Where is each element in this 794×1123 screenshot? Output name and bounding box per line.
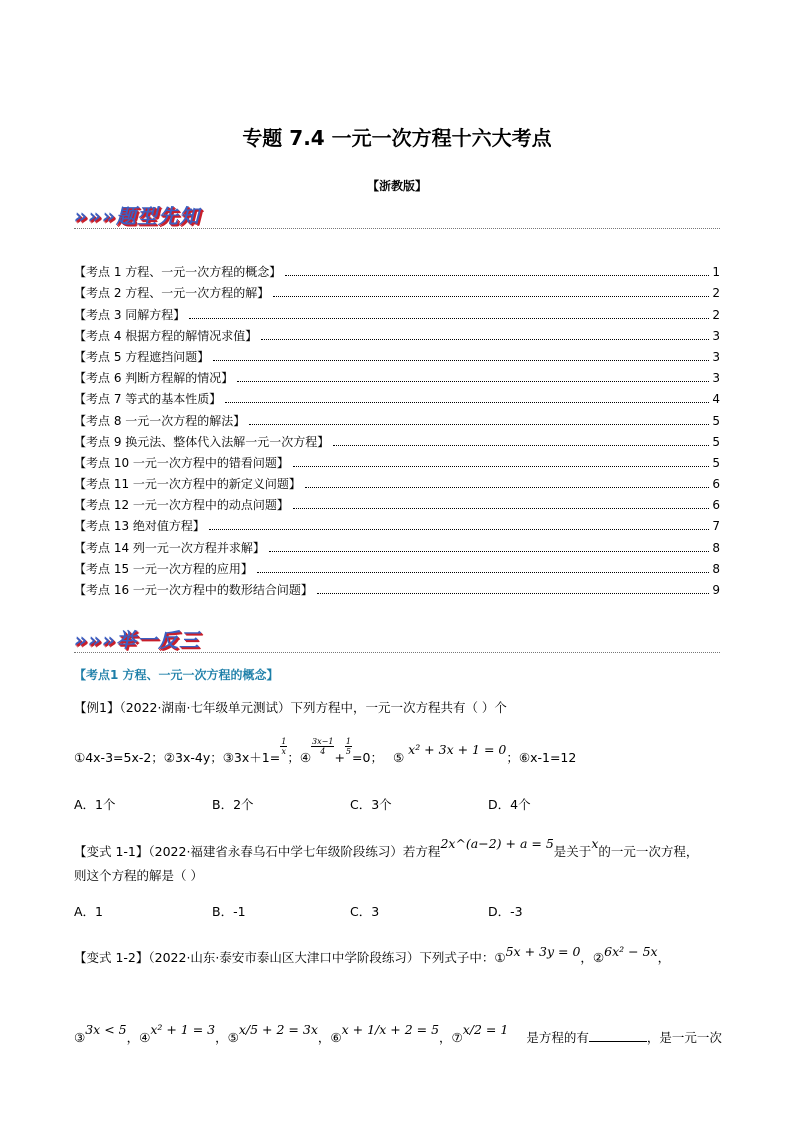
variant-prompt-continued: 则这个方程的解是（ ） [74,868,203,883]
toc-leader-dots [225,402,709,403]
toc-entry-label: 【考点 15 一元一次方程的应用】 [74,561,253,576]
toc-leader-dots [305,487,709,488]
banner-text: »»»题型先知 [74,204,200,228]
answer-blank [589,1041,647,1042]
toc-entry[interactable] [74,406,720,427]
edition-label: 【浙教版】 [366,179,427,193]
toc-entry-page: 5 [712,413,720,428]
toc-leader-dots [261,339,709,340]
toc-entry[interactable] [74,300,720,321]
section-heading: 【考点1 方程、一元一次方程的概念】 [74,668,279,682]
fraction [280,737,287,756]
toc-entry[interactable] [74,491,720,512]
toc-entry-page: 3 [712,349,720,364]
equation-math: x² + 1 = 3 [150,1022,216,1037]
fraction-denominator: 4 [320,747,326,756]
toc-leader-dots [269,551,709,552]
item-number: ，④ [126,1030,151,1045]
fraction-numerator: 3x−1 [312,737,334,746]
toc-entry-page: 5 [712,455,720,470]
toc-entry-label: 【考点 1 方程、一元一次方程的概念】 [74,265,282,280]
item-number: ⑤ [392,750,405,765]
toc-leader-dots [209,529,709,530]
answer-options [74,902,626,920]
divider [74,228,720,229]
answer-option: B．-1 [212,904,246,919]
answer-option: C．3个 [350,797,392,812]
toc-entry-page: 6 [712,477,720,492]
toc-entry[interactable] [74,364,720,385]
answer-option: C．3 [350,904,380,919]
variant-prompt [74,836,699,860]
toc-entry[interactable] [74,279,720,300]
toc-entry-label: 【考点 6 判断方程解的情况】 [74,371,234,386]
equation-math: x + 1/x + 2 = 5 [341,1022,440,1037]
toc-entry-page: 3 [712,371,720,386]
document-title: 专题 7.4 一元一次方程十六大考点 [242,126,552,150]
toc-entry[interactable] [74,322,720,343]
fraction [345,737,352,756]
toc-entry[interactable] [74,576,720,597]
toc-entry-page: 1 [712,265,720,280]
toc-entry-label: 【考点 4 根据方程的解情况求值】 [74,328,258,343]
variant-text: 是关于 [553,844,592,859]
toc-entry-page: 2 [712,307,720,322]
equation-math: 3x < 5 [85,1022,127,1037]
toc-entry[interactable] [74,512,720,533]
toc-entry-label: 【考点 7 等式的基本性质】 [74,392,222,407]
toc-leader-dots [213,360,709,361]
toc-entry-page: 4 [712,392,720,407]
equation-text: ①4x-3=5x-2；②3x-4y；③3x＋1= [74,750,281,765]
toc-entry[interactable] [74,385,720,406]
item-number: ，⑤ [215,1030,239,1045]
toc-leader-dots [333,445,709,446]
toc-entry[interactable] [74,258,720,279]
answer-option: A．1 [74,904,104,919]
answer-options [74,795,626,813]
toc-leader-dots [293,466,709,467]
item-number: ③ [74,1030,86,1045]
toc-leader-dots [237,381,709,382]
toc-leader-dots [293,508,709,509]
equation-math: x² + 3x + 1 = 0 [408,742,507,757]
variant-text: 的一元一次方程， [598,844,699,859]
equation-math: 6x² − 5x [604,944,658,959]
answer-option: A．1个 [74,797,116,812]
toc-entry-label: 【考点 10 一元一次方程中的错看问题】 [74,455,289,470]
answer-option: D．-3 [488,904,523,919]
variant-text: 是方程的有 [526,1030,589,1045]
item-number: ，⑦ [439,1030,463,1045]
equation-text: ；④ [287,750,312,765]
variant-text: ，② [580,950,605,965]
equation-text: ；⑥x-1=12 [506,750,577,765]
fraction-numerator: 1 [281,737,287,746]
fraction-denominator: 5 [345,747,352,756]
section-banner-examples [74,624,374,654]
answer-option: B．2个 [212,797,254,812]
section-banner-overview [74,200,374,230]
fraction-numerator: 1 [345,737,352,746]
equation-math: x/2 = 1 [462,1022,509,1037]
variant-expressions [74,1022,722,1046]
toc-entry[interactable] [74,343,720,364]
toc-leader-dots [249,424,709,425]
equation-math: 2x^(a−2) + a = 5 [440,836,554,851]
toc-entry-page: 9 [712,583,720,597]
toc-leader-dots [317,593,709,594]
answer-option: D．4个 [488,797,531,812]
equation-math: x/5 + 2 = 3x [238,1022,318,1037]
toc-entry-page: 8 [712,561,720,576]
toc-entry-label: 【考点 16 一元一次方程中的数形结合问题】 [74,583,313,597]
toc-entry-page: 7 [712,519,720,534]
toc-leader-dots [189,318,709,319]
banner-text: »»»举一反三 [74,628,200,652]
fraction-denominator: x [281,747,287,756]
variant-text: ，是一元一次 [646,1030,722,1045]
table-of-contents [74,258,720,597]
variant-text: 【变式 1-2】（2022·山东·泰安市泰山区大津口中学阶段练习）下列式子中：① [74,950,506,965]
toc-leader-dots [273,296,709,297]
toc-entry[interactable] [74,533,720,554]
toc-entry-page: 3 [712,328,720,343]
item-number: ，⑥ [317,1030,342,1045]
toc-entry-label: 【考点 11 一元一次方程中的新定义问题】 [74,477,301,492]
toc-entry-label: 【考点 5 方程遮挡问题】 [74,349,210,364]
toc-entry[interactable] [74,555,720,576]
toc-entry-page: 5 [712,434,720,449]
variant-prompt [74,944,671,966]
toc-entry[interactable] [74,428,720,449]
toc-entry-label: 【考点 12 一元一次方程中的动点问题】 [74,498,289,513]
toc-entry-label: 【考点 3 同解方程】 [74,307,186,322]
toc-entry-label: 【考点 9 换元法、整体代入法解一元一次方程】 [74,434,330,449]
example-equations [74,737,577,780]
plus-sign: + [334,750,345,765]
toc-entry-page: 6 [712,498,720,513]
toc-entry-label: 【考点 2 方程、一元一次方程的解】 [74,286,270,301]
toc-entry[interactable] [74,449,720,470]
divider [74,652,720,653]
toc-leader-dots [257,572,709,573]
equation-text: =0； [352,750,383,765]
toc-entry-label: 【考点 8 一元一次方程的解法】 [74,413,246,428]
toc-entry-label: 【考点 14 列一元一次方程并求解】 [74,540,265,555]
variant-text: 【变式 1-1】（2022·福建省永春乌石中学七年级阶段练习）若方程 [74,844,441,859]
fraction [311,737,334,756]
toc-entry[interactable] [74,470,720,491]
toc-entry-page: 2 [712,286,720,301]
example-prompt: 【例1】（2022·湖南·七年级单元测试）下列方程中，一元一次方程共有（ ）个 [74,700,507,715]
variable-math: x [591,836,599,851]
variant-text: ， [657,950,671,965]
toc-leader-dots [285,275,709,276]
toc-entry-page: 8 [712,540,720,555]
equation-math: 5x + 3y = 0 [505,944,581,959]
toc-entry-label: 【考点 13 绝对值方程】 [74,519,205,534]
